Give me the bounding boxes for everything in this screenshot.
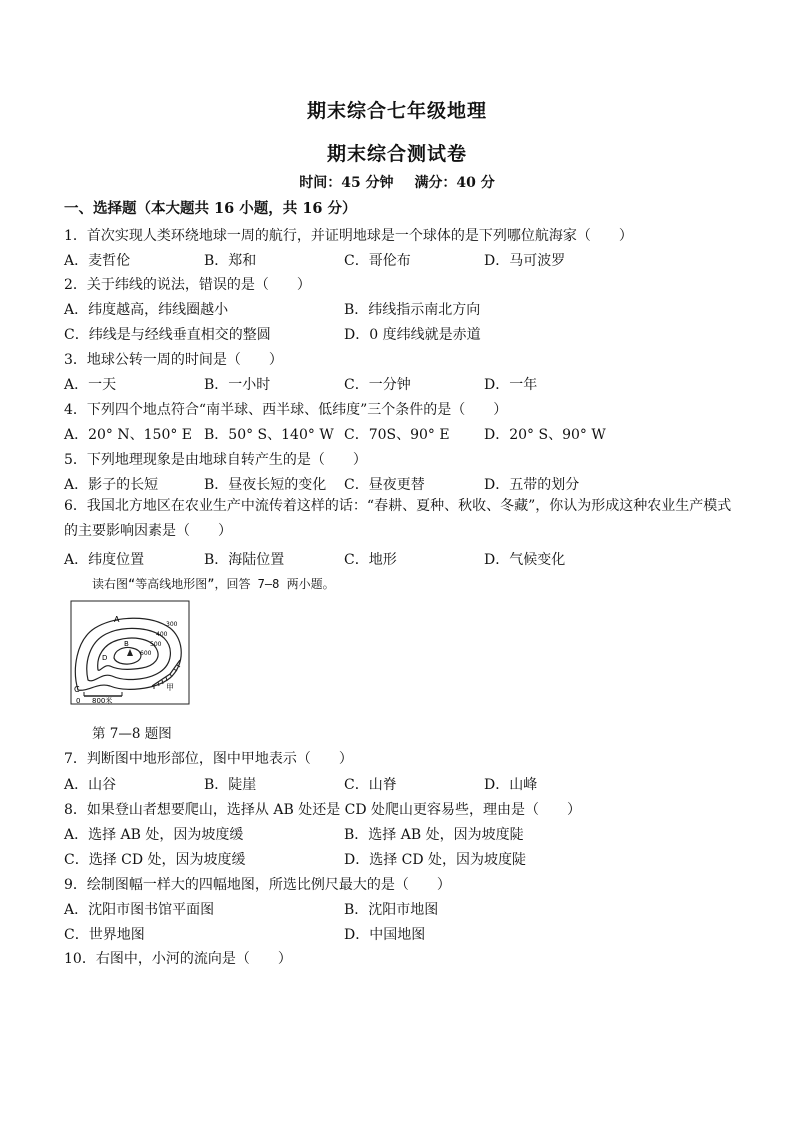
options-6 bbox=[64, 549, 744, 569]
exam-title: 期末综合七年级地理 bbox=[306, 100, 487, 122]
option-d[interactable]: D．中国地图 bbox=[344, 927, 426, 943]
contour-600-label: 600 bbox=[140, 650, 152, 657]
option-d[interactable]: D．五带的划分 bbox=[484, 477, 580, 493]
full-score: 满分：40 分 bbox=[414, 175, 495, 191]
option-c[interactable]: C．70S、90° E bbox=[344, 427, 450, 443]
option-d[interactable]: D．20° S、90° W bbox=[484, 427, 606, 443]
scale-zero: 0 bbox=[76, 697, 81, 705]
option-b[interactable]: B．50° S、140° W bbox=[204, 427, 334, 443]
option-b[interactable]: B．一小时 bbox=[204, 377, 271, 393]
option-a[interactable]: A．麦哲伦 bbox=[64, 253, 131, 269]
question-6: 6．我国北方地区在农业生产中流传着这样的话：“春耕、夏种、秋收、冬藏”，你认为形成这种农业生产模式的主要影响因素是（ ） bbox=[64, 498, 732, 539]
question-2: 2．关于纬线的说法，错误的是（ ） bbox=[64, 277, 311, 293]
question-5: 5．下列地理现象是由地球自转产生的是（ ） bbox=[64, 452, 367, 468]
option-c[interactable]: C．纬线是与经线垂直相交的整圆 bbox=[64, 327, 271, 343]
options-1 bbox=[64, 250, 744, 270]
option-c[interactable]: C．选择 CD 处，因为坡度缓 bbox=[64, 852, 246, 868]
option-a[interactable]: A．选择 AB 处，因为坡度缓 bbox=[64, 827, 244, 843]
option-b[interactable]: B．郑和 bbox=[204, 253, 257, 269]
scale-label: 800米 bbox=[92, 697, 113, 705]
point-c-label: C bbox=[74, 685, 80, 694]
question-3: 3．地球公转一周的时间是（ ） bbox=[64, 352, 283, 368]
option-b[interactable]: B．选择 AB 处，因为坡度陡 bbox=[344, 827, 524, 843]
option-c[interactable]: C．地形 bbox=[344, 552, 397, 568]
option-a[interactable]: A．山谷 bbox=[64, 777, 117, 793]
option-a[interactable]: A．影子的长短 bbox=[64, 477, 159, 493]
option-d[interactable]: D．山峰 bbox=[484, 777, 538, 793]
option-c[interactable]: C．世界地图 bbox=[64, 927, 145, 943]
option-a[interactable]: A．纬度位置 bbox=[64, 552, 145, 568]
options-4 bbox=[64, 424, 744, 444]
option-d[interactable]: D．一年 bbox=[484, 377, 538, 393]
point-a-label: A bbox=[114, 615, 120, 624]
question-1: 1．首次实现人类环绕地球一周的航行，并证明地球是一个球体的是下列哪位航海家（ ） bbox=[64, 228, 633, 244]
point-d-label: D bbox=[102, 654, 108, 662]
option-c[interactable]: C．山脊 bbox=[344, 777, 397, 793]
contour-map bbox=[70, 600, 190, 705]
map-instruction: 读右图“等高线地形图”，回答 7—8 两小题。 bbox=[92, 577, 335, 591]
option-b[interactable]: B．陡崖 bbox=[204, 777, 257, 793]
contour-500-label: 500 bbox=[150, 641, 162, 648]
contour-300-label: 300 bbox=[166, 621, 178, 628]
option-b[interactable]: B．纬线指示南北方向 bbox=[344, 302, 481, 318]
option-a[interactable]: A．20° N、150° E bbox=[64, 427, 193, 443]
option-d[interactable]: D．气候变化 bbox=[484, 552, 566, 568]
question-10: 10．右图中，小河的流向是（ ） bbox=[64, 951, 292, 967]
options-2a bbox=[64, 299, 744, 319]
option-d[interactable]: D．马可波罗 bbox=[484, 253, 566, 269]
options-9b bbox=[64, 924, 744, 944]
options-7 bbox=[64, 774, 744, 794]
time-limit: 时间：45 分钟 bbox=[299, 175, 394, 191]
option-d[interactable]: D．0 度纬线就是赤道 bbox=[344, 327, 481, 343]
option-c[interactable]: C．一分钟 bbox=[344, 377, 411, 393]
option-b[interactable]: B．昼夜长短的变化 bbox=[204, 477, 327, 493]
options-9a bbox=[64, 899, 744, 919]
question-4: 4．下列四个地点符合“南半球、西半球、低纬度”三个条件的是（ ） bbox=[64, 402, 508, 418]
options-2b bbox=[64, 324, 744, 344]
contour-400-label: 400 bbox=[156, 631, 168, 638]
question-9: 9．绘制图幅一样大的四幅地图，所选比例尺最大的是（ ） bbox=[64, 877, 451, 893]
option-a[interactable]: A．一天 bbox=[64, 377, 117, 393]
option-d[interactable]: D．选择 CD 处，因为坡度陡 bbox=[344, 852, 527, 868]
option-b[interactable]: B．海陆位置 bbox=[204, 552, 285, 568]
exam-meta bbox=[0, 172, 794, 192]
map-caption: 第 7—8 题图 bbox=[92, 726, 172, 742]
option-c[interactable]: C．昼夜更替 bbox=[344, 477, 425, 493]
question-8: 8．如果登山者想要爬山，选择从 AB 处还是 CD 处爬山更容易些，理由是（ ） bbox=[64, 802, 582, 818]
option-a[interactable]: A．沈阳市图书馆平面图 bbox=[64, 902, 215, 918]
options-3 bbox=[64, 374, 744, 394]
section-title: 一、选择题（本大题共 16 小题，共 16 分） bbox=[64, 200, 357, 217]
options-8b bbox=[64, 849, 744, 869]
option-a[interactable]: A．纬度越高，纬线圈越小 bbox=[64, 302, 229, 318]
exam-subtitle: 期末综合测试卷 bbox=[326, 143, 467, 165]
options-5 bbox=[64, 474, 744, 494]
point-jia-label: 甲 bbox=[166, 683, 174, 692]
option-b[interactable]: B．沈阳市地图 bbox=[344, 902, 439, 918]
options-8a bbox=[64, 824, 744, 844]
option-c[interactable]: C．哥伦布 bbox=[344, 253, 411, 269]
question-7: 7．判断图中地形部位，图中甲地表示（ ） bbox=[64, 751, 353, 767]
point-b-label: B bbox=[124, 640, 129, 648]
